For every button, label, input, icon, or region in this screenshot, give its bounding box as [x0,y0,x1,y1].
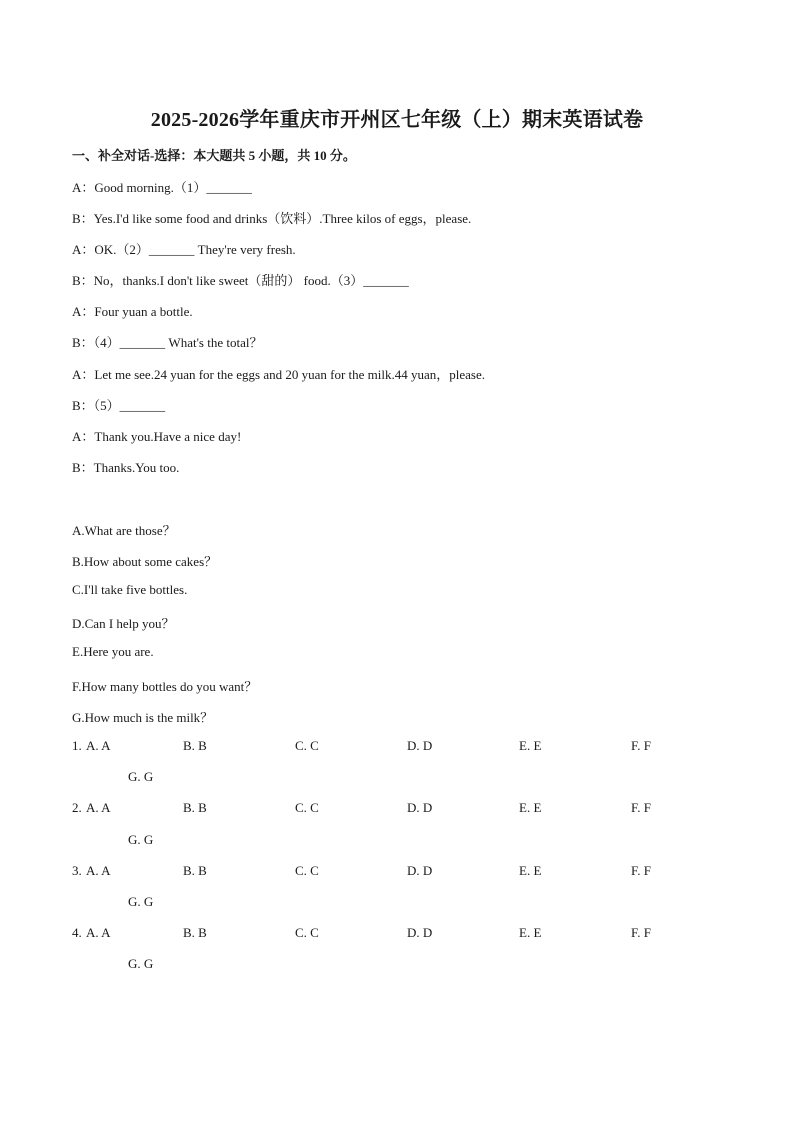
choice-e[interactable]: E. E [519,738,542,753]
dialogue-line-6: B：（4）_______ What's the total？ [72,335,263,350]
dialogue-line-4: B：No，thanks.I don't like sweet（甜的） food.（3）_______ [72,273,409,288]
option-c: C.I'll take five bottles. [72,582,188,597]
choice-e[interactable]: E. E [519,800,542,815]
dialogue-line-10: B：Thanks.You too. [72,460,180,475]
choice-g[interactable]: G. G [128,894,154,909]
choice-b[interactable]: B. B [183,738,207,753]
dialogue-line-2: B：Yes.I'd like some food and drinks（饮料）.Three kilos of eggs，please. [72,211,472,226]
choice-a[interactable]: A. A [86,738,111,753]
choice-c[interactable]: C. C [295,925,319,940]
choice-a[interactable]: A. A [86,863,111,878]
question-4 [72,925,752,945]
choice-f[interactable]: F. F [631,863,651,878]
question-number: 3. [72,863,82,878]
choice-b[interactable]: B. B [183,863,207,878]
choice-g[interactable]: G. G [128,956,154,971]
choice-d[interactable]: D. D [407,738,433,753]
dialogue-line-8: B：（5）_______ [72,398,166,413]
dialogue-line-5: A：Four yuan a bottle. [72,304,193,319]
section-heading: 一、补全对话-选择：本大题共 5 小题，共 10 分。 [72,148,356,163]
choice-b[interactable]: B. B [183,925,207,940]
exam-title: 2025-2026学年重庆市开州区七年级（上）期末英语试卷 [150,109,644,131]
choice-d[interactable]: D. D [407,925,433,940]
option-b: B.How about some cakes？ [72,554,218,569]
option-a: A.What are those？ [72,523,176,538]
dialogue-line-9: A：Thank you.Have a nice day! [72,429,242,444]
choice-a[interactable]: A. A [86,800,111,815]
dialogue-line-7: A：Let me see.24 yuan for the eggs and 20 yuan for the milk.44 yuan，please. [72,367,485,382]
question-1 [72,738,752,758]
option-f: F.How many bottles do you want？ [72,679,258,694]
question-2 [72,800,752,820]
choice-c[interactable]: C. C [295,800,319,815]
option-g: G.How much is the milk？ [72,710,214,725]
dialogue-line-1: A：Good morning.（1）_______ [72,180,252,195]
choice-b[interactable]: B. B [183,800,207,815]
choice-g[interactable]: G. G [128,832,154,847]
choice-e[interactable]: E. E [519,925,542,940]
choice-c[interactable]: C. C [295,863,319,878]
choice-f[interactable]: F. F [631,738,651,753]
choice-f[interactable]: F. F [631,800,651,815]
question-number: 1. [72,738,82,753]
choice-f[interactable]: F. F [631,925,651,940]
question-number: 2. [72,800,82,815]
choice-a[interactable]: A. A [86,925,111,940]
option-e: E.Here you are. [72,644,154,659]
question-3 [72,863,752,883]
choice-e[interactable]: E. E [519,863,542,878]
question-number: 4. [72,925,82,940]
dialogue-line-3: A：OK.（2）_______ They're very fresh. [72,242,296,257]
option-d: D.Can I help you？ [72,616,175,631]
choice-g[interactable]: G. G [128,769,154,784]
choice-c[interactable]: C. C [295,738,319,753]
choice-d[interactable]: D. D [407,800,433,815]
choice-d[interactable]: D. D [407,863,433,878]
